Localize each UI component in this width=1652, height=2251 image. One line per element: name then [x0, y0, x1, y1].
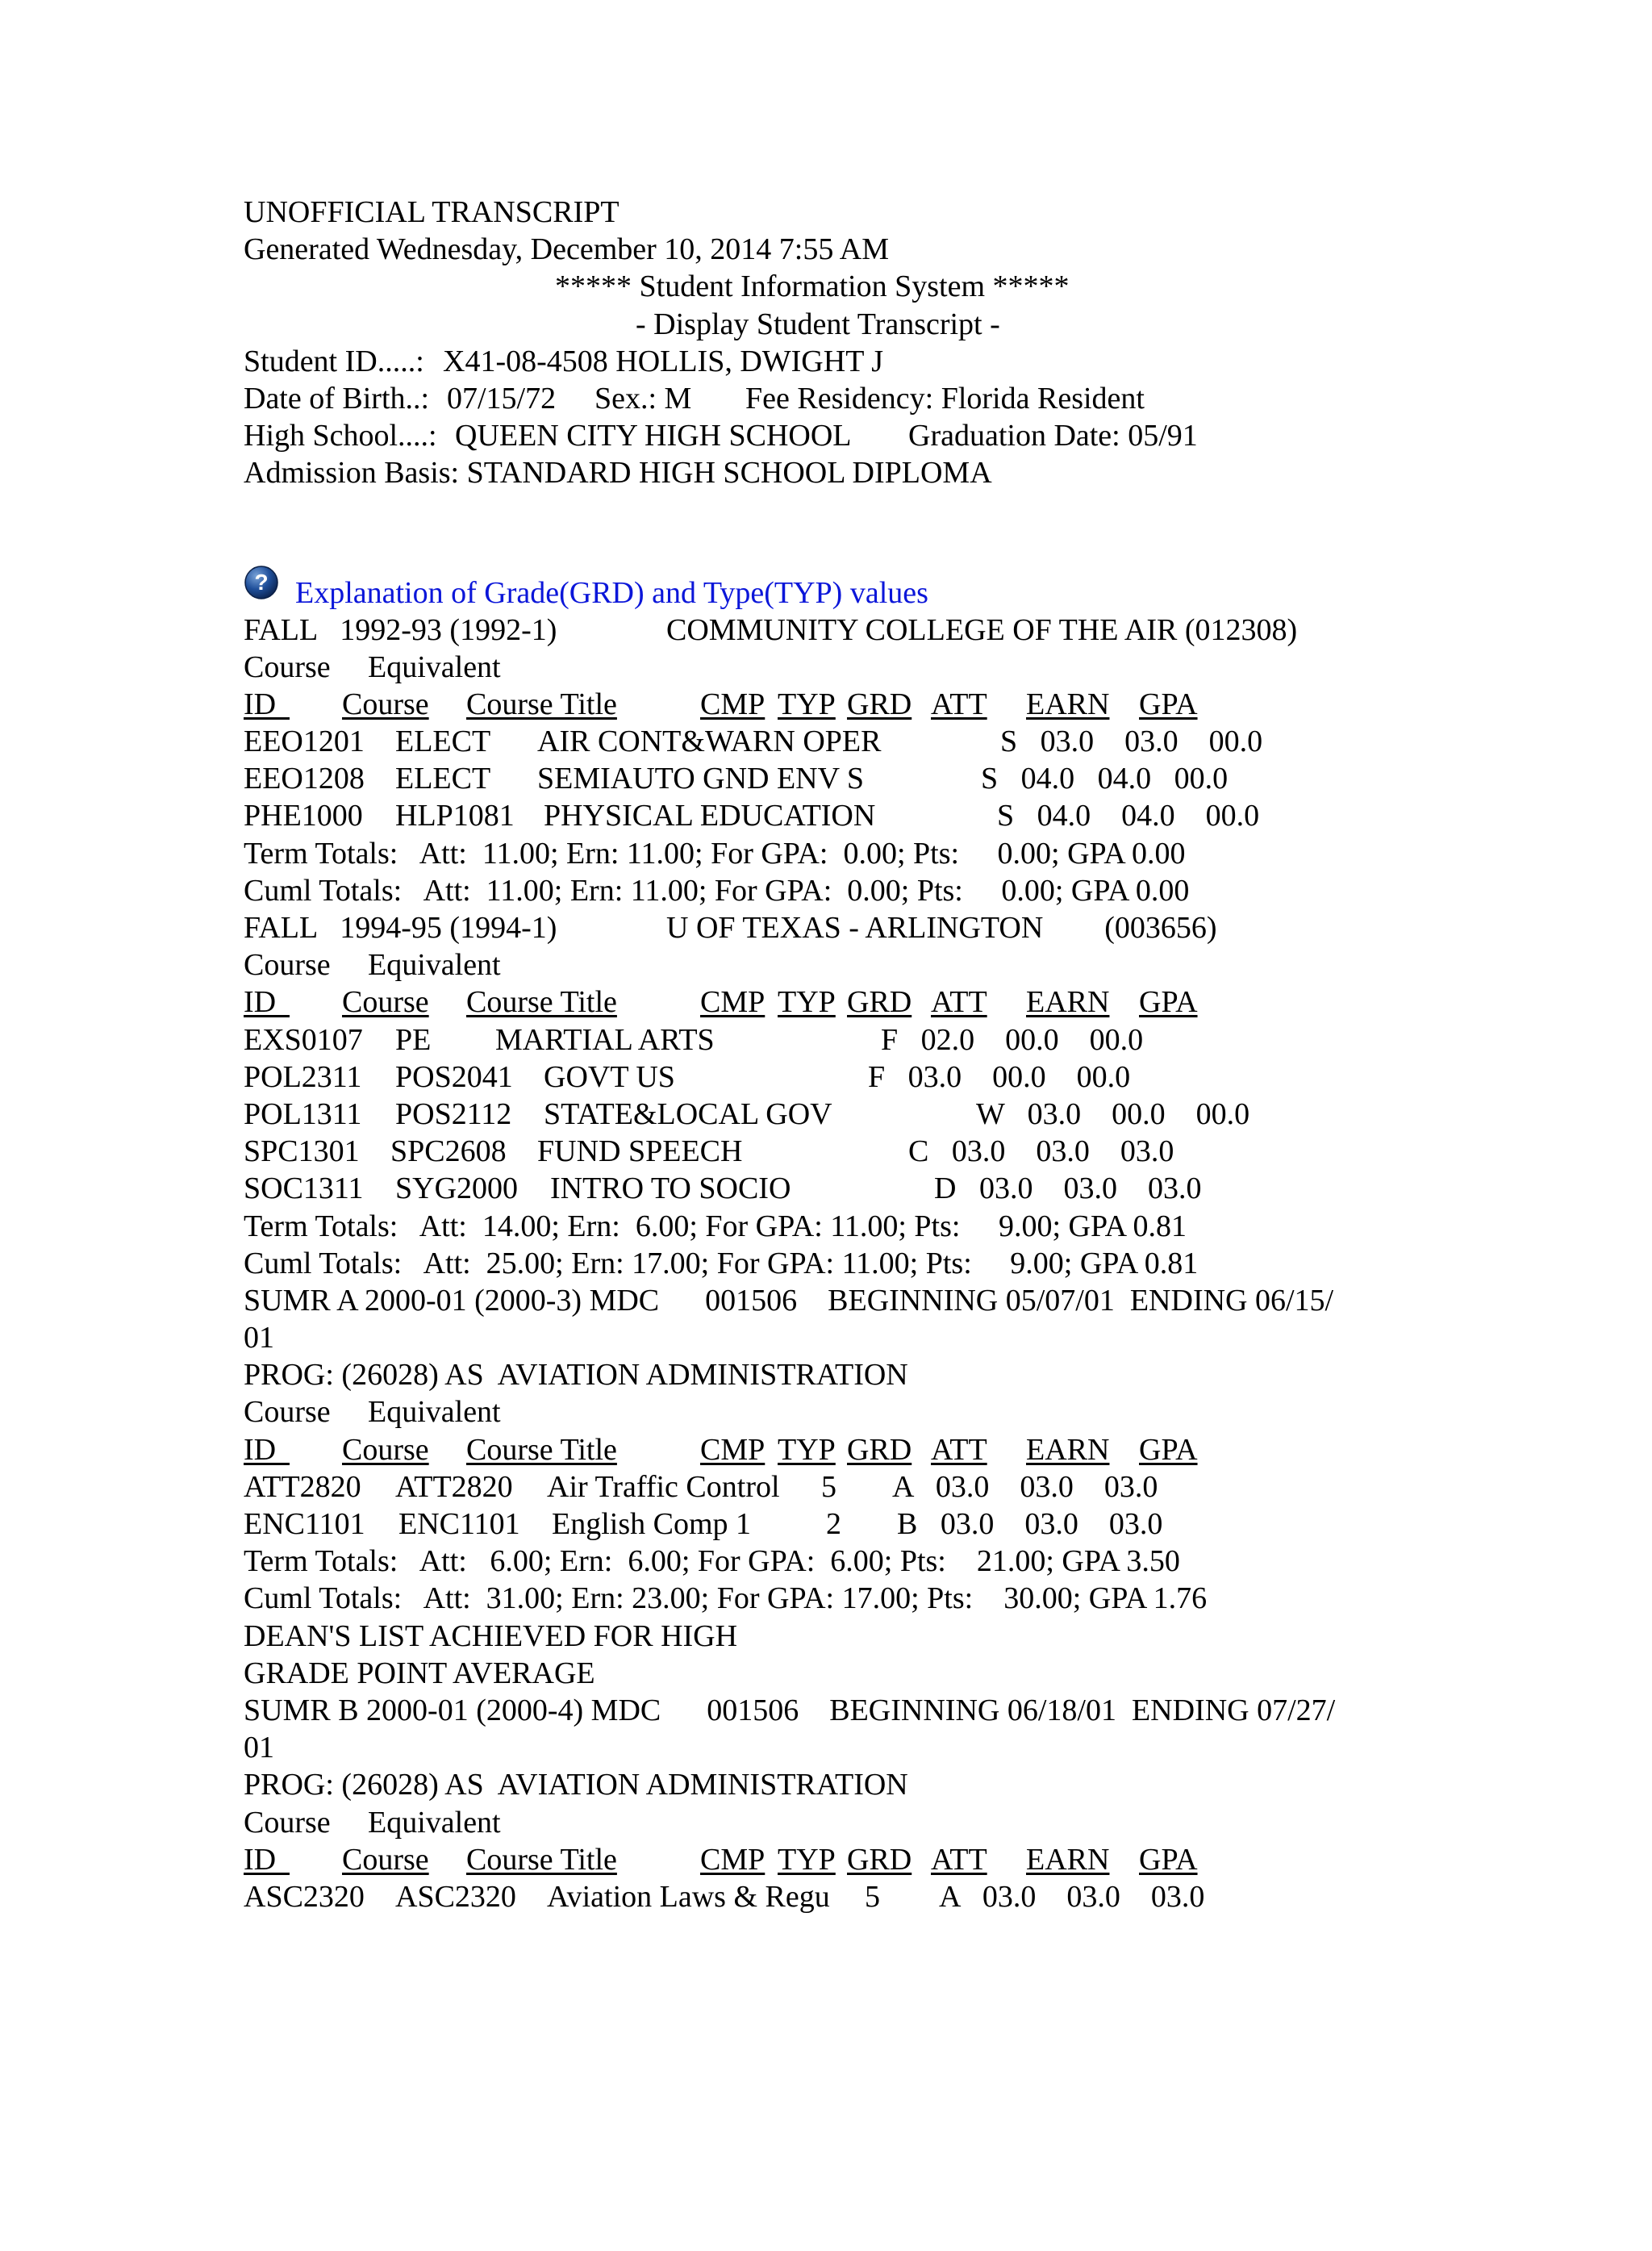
student-id-value: X41-08-4508 HOLLIS, DWIGHT J — [443, 344, 884, 378]
column-group-header: Course Equivalent — [244, 948, 501, 983]
help-line — [244, 570, 1486, 612]
institution-name: COMMUNITY COLLEGE OF THE AIR (012308) — [666, 612, 1298, 647]
generated-date: Generated Wednesday, December 10, 2014 7:55 AM — [244, 232, 889, 267]
admission-basis: Admission Basis: STANDARD HIGH SCHOOL DIPLOMA — [244, 456, 992, 491]
course-row: SPC1301 SPC2608 FUND SPEECH C 03.0 03.0 03.0 — [244, 1134, 1174, 1169]
system-banner: ***** Student Information System ***** — [555, 269, 1070, 304]
course-row: POL1311 POS2112 STATE&LOCAL GOV W 03.0 00.0 00.0 — [244, 1096, 1250, 1131]
column-header-row: ID Course Course Title CMP TYP GRD ATT EARN GPA — [244, 1432, 1198, 1467]
deans-list-note-continued: GRADE POINT AVERAGE — [244, 1656, 595, 1690]
course-row: EXS0107 PE MARTIAL ARTS F 02.0 00.0 00.0 — [244, 1022, 1144, 1057]
cumulative-totals: Cuml Totals: Att: 25.00; Ern: 17.00; For GPA: 11.00; Pts: 9.00; GPA 0.81 — [244, 1246, 1199, 1280]
course-row: SOC1311 SYG2000 INTRO TO SOCIO D 03.0 03.0 03.0 — [244, 1171, 1202, 1206]
dob-label: Date of Birth..: — [244, 381, 430, 416]
high-school-label: High School....: — [244, 419, 437, 453]
student-id-label: Student ID.....: — [244, 344, 424, 378]
display-banner: - Display Student Transcript - — [636, 307, 1000, 341]
column-group-header: Course Equivalent — [244, 649, 501, 684]
term-header — [244, 909, 1486, 946]
column-group-header: Course Equivalent — [244, 1805, 501, 1840]
dob-value: 07/15/72 — [447, 381, 557, 416]
student-id-line — [244, 343, 1486, 380]
course-row: EEO1201 ELECT AIR CONT&WARN OPER S 03.0 03.0 00.0 — [244, 725, 1263, 759]
column-header-row: ID Course Course Title CMP TYP GRD ATT EARN GPA — [244, 1842, 1198, 1877]
term-totals: Term Totals: Att: 14.00; Ern: 6.00; For GPA: 11.00; Pts: 9.00; GPA 0.81 — [244, 1209, 1187, 1243]
column-header-row: ID Course Course Title CMP TYP GRD ATT EARN GPA — [244, 687, 1198, 721]
term-header: SUMR A 2000-01 (2000-3) MDC 001506 BEGINNING 05/07/01 ENDING 06/15/ — [244, 1283, 1334, 1318]
term-totals: Term Totals: Att: 11.00; Ern: 11.00; For GPA: 0.00; Pts: 0.00; GPA 0.00 — [244, 836, 1186, 871]
term-totals: Term Totals: Att: 6.00; Ern: 6.00; For GPA: 6.00; Pts: 21.00; GPA 3.50 — [244, 1544, 1180, 1579]
doc-title: UNOFFICIAL TRANSCRIPT — [244, 195, 620, 229]
course-row: ENC1101 ENC1101 English Comp 1 2 B 03.0 03.0 03.0 — [244, 1507, 1163, 1541]
help-icon[interactable] — [244, 565, 279, 600]
high-school-line — [244, 417, 1486, 454]
course-row: ATT2820 ATT2820 Air Traffic Control 5 A 03.0 03.0 03.0 — [244, 1469, 1158, 1504]
cumulative-totals: Cuml Totals: Att: 11.00; Ern: 11.00; For GPA: 0.00; Pts: 0.00; GPA 0.00 — [244, 873, 1190, 908]
course-row: ASC2320 ASC2320 Aviation Laws & Regu 5 A 03.0 03.0 03.0 — [244, 1879, 1205, 1914]
fee-residency: Fee Residency: Florida Resident — [745, 381, 1145, 416]
high-school-value: QUEEN CITY HIGH SCHOOL — [455, 419, 852, 453]
term-header: SUMR B 2000-01 (2000-4) MDC 001506 BEGINNING 06/18/01 ENDING 07/27/ — [244, 1693, 1336, 1727]
transcript-document — [244, 194, 1486, 1915]
svg-text:?: ? — [254, 569, 269, 595]
dob-line — [244, 380, 1486, 417]
course-row: PHE1000 HLP1081 PHYSICAL EDUCATION S 04.0 04.0 00.0 — [244, 799, 1260, 833]
cumulative-totals: Cuml Totals: Att: 31.00; Ern: 23.00; For GPA: 17.00; Pts: 30.00; GPA 1.76 — [244, 1581, 1208, 1616]
term-header-continued: 01 — [244, 1321, 274, 1355]
grade-type-explanation-link[interactable]: Explanation of Grade(GRD) and Type(TYP) values — [295, 575, 928, 610]
institution-name: U OF TEXAS - ARLINGTON (003656) — [666, 911, 1217, 945]
column-group-header: Course Equivalent — [244, 1395, 501, 1430]
graduation-date: Graduation Date: 05/91 — [908, 419, 1198, 453]
course-row: POL2311 POS2041 GOVT US F 03.0 00.0 00.0 — [244, 1059, 1131, 1094]
course-row: EEO1208 ELECT SEMIAUTO GND ENV S S 04.0 04.0 00.0 — [244, 762, 1229, 796]
sex-value: Sex.: M — [594, 381, 692, 416]
term-label: FALL 1992-93 (1992-1) — [244, 612, 557, 647]
program-line: PROG: (26028) AS AVIATION ADMINISTRATION — [244, 1768, 908, 1802]
term-header — [244, 612, 1486, 649]
deans-list-note: DEAN'S LIST ACHIEVED FOR HIGH — [244, 1618, 738, 1653]
program-line: PROG: (26028) AS AVIATION ADMINISTRATION — [244, 1358, 908, 1393]
column-header-row: ID Course Course Title CMP TYP GRD ATT EARN GPA — [244, 985, 1198, 1020]
term-label: FALL 1994-95 (1994-1) — [244, 911, 557, 945]
term-header-continued: 01 — [244, 1731, 274, 1765]
